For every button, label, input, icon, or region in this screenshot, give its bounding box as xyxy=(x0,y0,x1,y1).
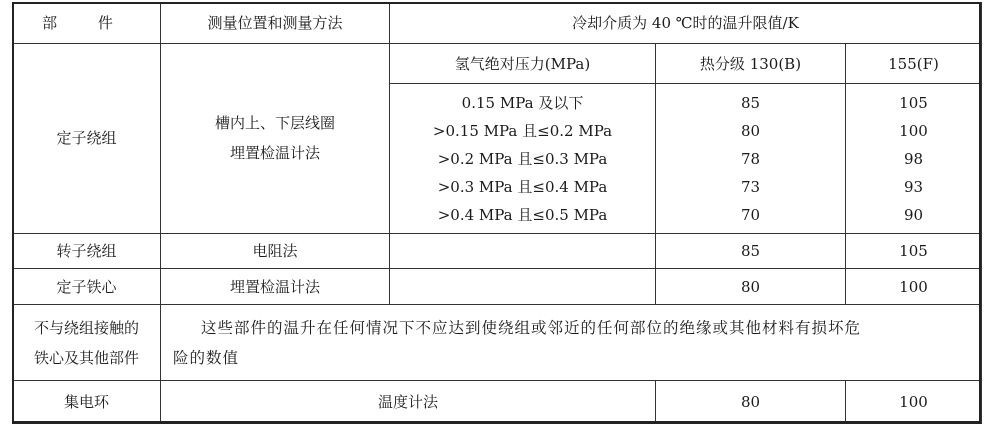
class-f-value: 93 xyxy=(903,177,924,196)
rotor-winding-part: 转子绕组 xyxy=(13,233,161,269)
other-parts-desc-line1: 这些部件的温升在任何情况下不应达到使绕组或邻近的任何部位的绝缘或其他材料有损坏危 xyxy=(201,318,862,337)
collector-ring-class-b: 80 xyxy=(656,381,846,424)
class-f-value: 90 xyxy=(903,205,924,224)
rotor-winding-method: 电阻法 xyxy=(161,233,390,269)
collector-ring-part: 集电环 xyxy=(13,381,161,424)
other-parts-line1: 不与绕组接触的 xyxy=(33,318,139,337)
pressure-value: >0.15 MPa 且≤0.2 MPa xyxy=(432,121,613,140)
class-f-value: 100 xyxy=(899,121,928,140)
pressure-value: >0.2 MPa 且≤0.3 MPa xyxy=(437,149,608,168)
subheader-class-f: 155(F) xyxy=(846,43,982,84)
collector-ring-method: 温度计法 xyxy=(161,381,656,424)
class-b-value: 78 xyxy=(740,149,761,168)
other-parts-desc-line2: 险的数值 xyxy=(173,348,240,367)
table-outer-frame xyxy=(12,2,981,424)
pressure-value: 0.15 MPa 及以下 xyxy=(461,93,584,112)
header-method: 测量位置和测量方法 xyxy=(161,3,390,44)
subheader-pressure: 氢气绝对压力(MPa) xyxy=(390,43,656,84)
rotor-winding-class-f: 105 xyxy=(846,233,982,269)
class-b-value: 70 xyxy=(740,205,761,224)
stator-core-class-f: 100 xyxy=(846,269,982,305)
stator-winding-method-line2: 埋置检温计法 xyxy=(229,144,320,163)
subheader-class-b: 热分级 130(B) xyxy=(656,43,846,84)
collector-ring-class-f: 100 xyxy=(846,381,982,424)
stator-core-part: 定子铁心 xyxy=(13,269,161,305)
class-f-value: 105 xyxy=(899,93,928,112)
class-b-value: 73 xyxy=(740,177,761,196)
stator-winding-method-line1: 槽内上、下层线圈 xyxy=(214,114,335,133)
stator-core-method: 埋置检温计法 xyxy=(161,269,390,305)
header-limit: 冷却介质为 40 ℃时的温升限值/K xyxy=(390,3,982,44)
stator-winding-part: 定子绕组 xyxy=(13,43,161,233)
header-part: 部 件 xyxy=(13,3,161,44)
other-parts-line2: 铁心及其他部件 xyxy=(33,348,139,367)
pressure-value: >0.4 MPa 且≤0.5 MPa xyxy=(437,205,608,224)
class-b-value: 80 xyxy=(740,121,761,140)
class-b-value: 85 xyxy=(740,93,761,112)
pressure-value: >0.3 MPa 且≤0.4 MPa xyxy=(437,177,608,196)
class-f-value: 98 xyxy=(903,149,924,168)
rotor-winding-class-b: 85 xyxy=(656,233,846,269)
stator-core-class-b: 80 xyxy=(656,269,846,305)
